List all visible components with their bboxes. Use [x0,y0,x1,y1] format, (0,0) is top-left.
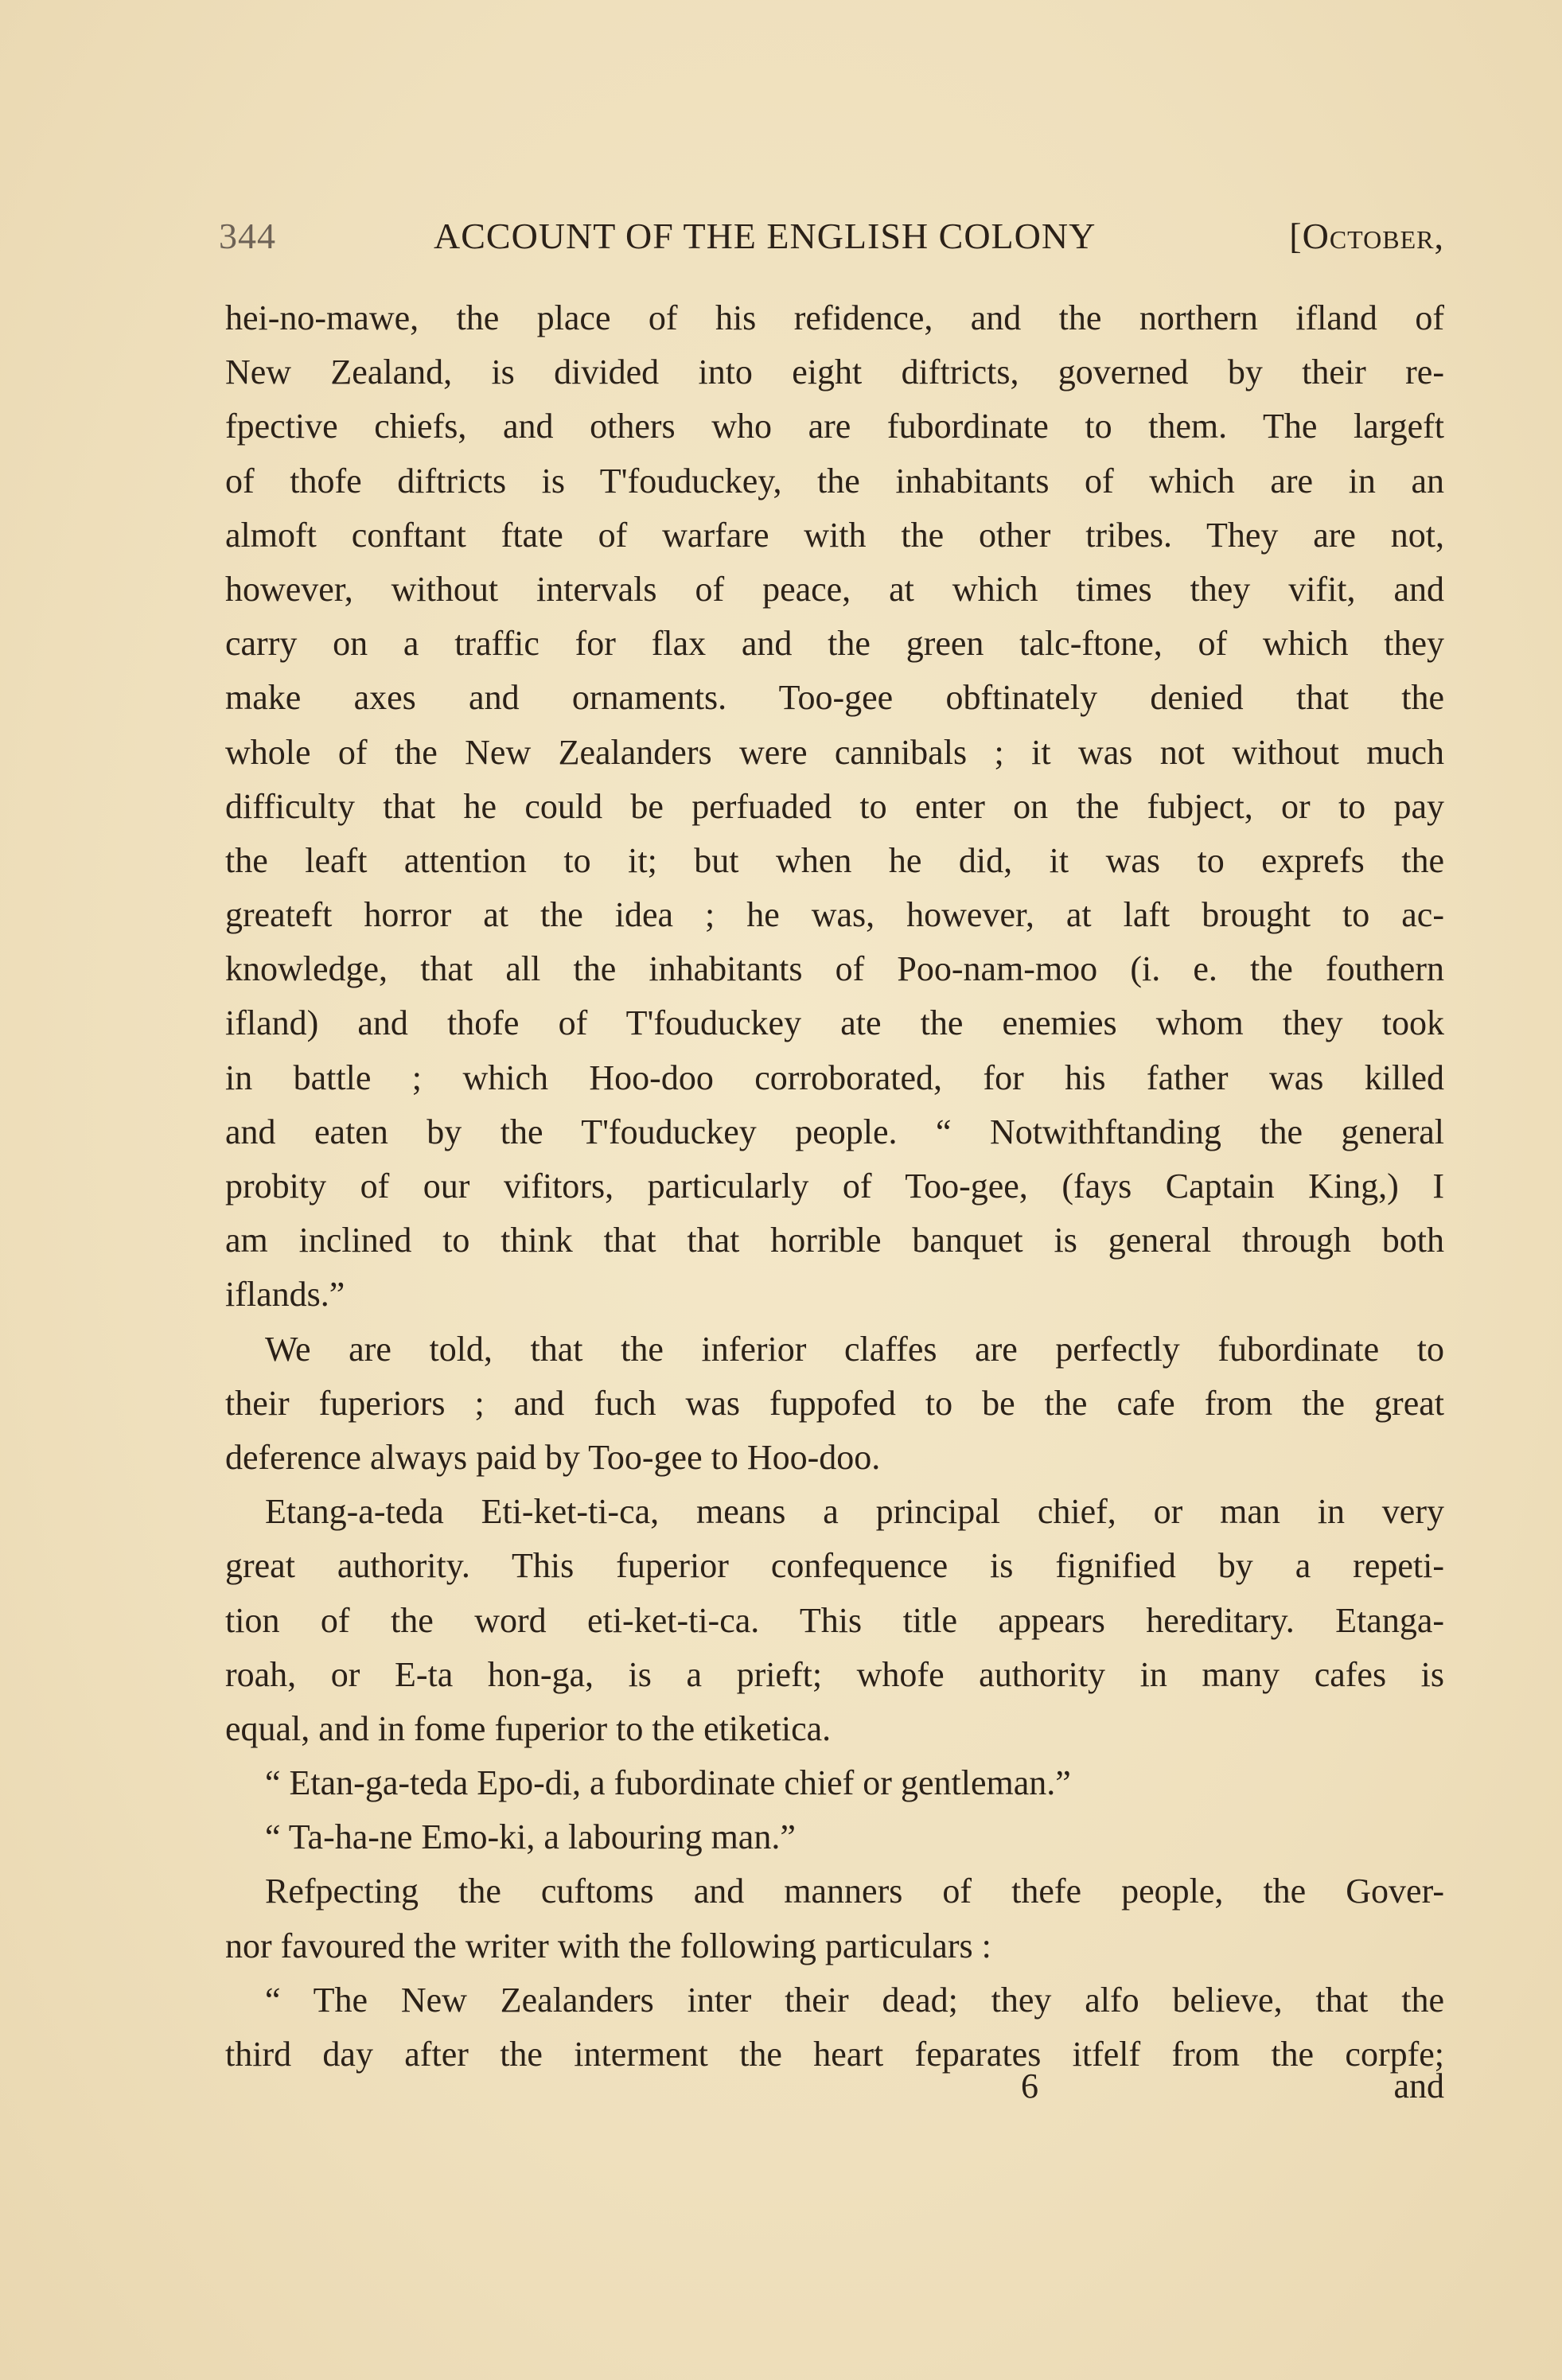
text-line: hei-no-mawe, the place of his refidence, and the northern ifland of [225,298,1444,337]
text-line: probity of our vifitors, particularly of Too-gee, (fays Captain King,) I [225,1167,1444,1206]
page-number: 344 [219,216,276,256]
text-line: difficulty that he could be perfuaded to enter on the fubject, or to pay [225,786,1444,826]
text-line: and eaten by the T'fouduckey people. “ Notwithftanding the general [225,1112,1444,1151]
page-header [219,215,1444,271]
text-line: equal, and in fome fuperior to the etiketica. [225,1708,832,1748]
text-line: ifland) and thofe of T'fouduckey ate the enemies whom they took [225,1003,1444,1043]
text-line: Etang-a-teda Eti-ket-ti-ca, means a principal chief, or man in very [265,1492,1444,1532]
text-line: make axes and ornaments. Too-gee obftinately denied that the [225,678,1444,718]
text-line: “ Ta-ha-ne Emo-ki, a labouring man.” [265,1817,796,1857]
text-line: great authority. This fuperior confequence is fignified by a repeti- [225,1546,1444,1586]
text-line: iflands.” [225,1275,345,1315]
text-line: whole of the New Zealanders were cannibals ; it was not without much [225,732,1444,772]
text-line: “ Etan-ga-teda Epo-di, a fubordinate chief or gentleman.” [265,1763,1071,1803]
text-line: tion of the word eti-ket-ti-ca. This title appears hereditary. Etanga- [225,1600,1444,1640]
text-line: knowledge, that all the inhabitants of Poo-nam-moo (i. e. the fouthern [225,949,1444,989]
running-head: ACCOUNT OF THE ENGLISH COLONY [434,216,1097,256]
text-line: roah, or E-ta hon-ga, is a prieft; whofe authority in many cafes is [225,1654,1444,1694]
text-line: in battle ; which Hoo-doo corroborated, for his father was killed [225,1058,1444,1097]
text-line: their fuperiors ; and fuch was fuppofed to be the cafe from the great [225,1383,1444,1423]
catchword: and [1393,2066,1444,2105]
text-line: of thofe diftricts is T'fouduckey, the inhabitants of which are in an [225,461,1444,501]
text-line: New Zealand, is divided into eight diftricts, governed by their re- [225,353,1444,392]
text-line: nor favoured the writer with the following particulars : [225,1926,991,1965]
text-line: third day after the interment the heart feparates itfelf from the corpfe; [225,2035,1444,2074]
text-line: fpective chiefs, and others who are fubordinate to them. The largeft [225,407,1444,446]
text-line: carry on a traffic for flax and the green talc-ftone, of which they [225,624,1444,664]
text-line: am inclined to think that that horrible banquet is general through both [225,1221,1444,1260]
signature-mark: 6 [1021,2066,1038,2105]
text-line: Refpecting the cuftoms and manners of thefe people, the Gover- [265,1872,1444,1911]
text-line: We are told, that the inferior claffes are perfectly fubordinate to [265,1329,1444,1369]
text-line: “ The New Zealanders inter their dead; they alfo believe, that the [265,1980,1444,2020]
text-line: the leaft attention to it; but when he did, it was to exprefs the [225,840,1444,880]
text-line: almoft conftant ftate of warfare with the other tribes. They are not, [225,515,1444,555]
text-line: however, without intervals of peace, at which times they vifit, and [225,569,1444,609]
text-line: greateft horror at the idea ; he was, however, at laft brought to ac- [225,895,1444,935]
body-text [225,291,1444,2082]
running-head-month: [October, [1289,216,1444,256]
text-line: deference always paid by Too-gee to Hoo-doo. [225,1437,881,1477]
page-footer [225,2066,1444,2113]
